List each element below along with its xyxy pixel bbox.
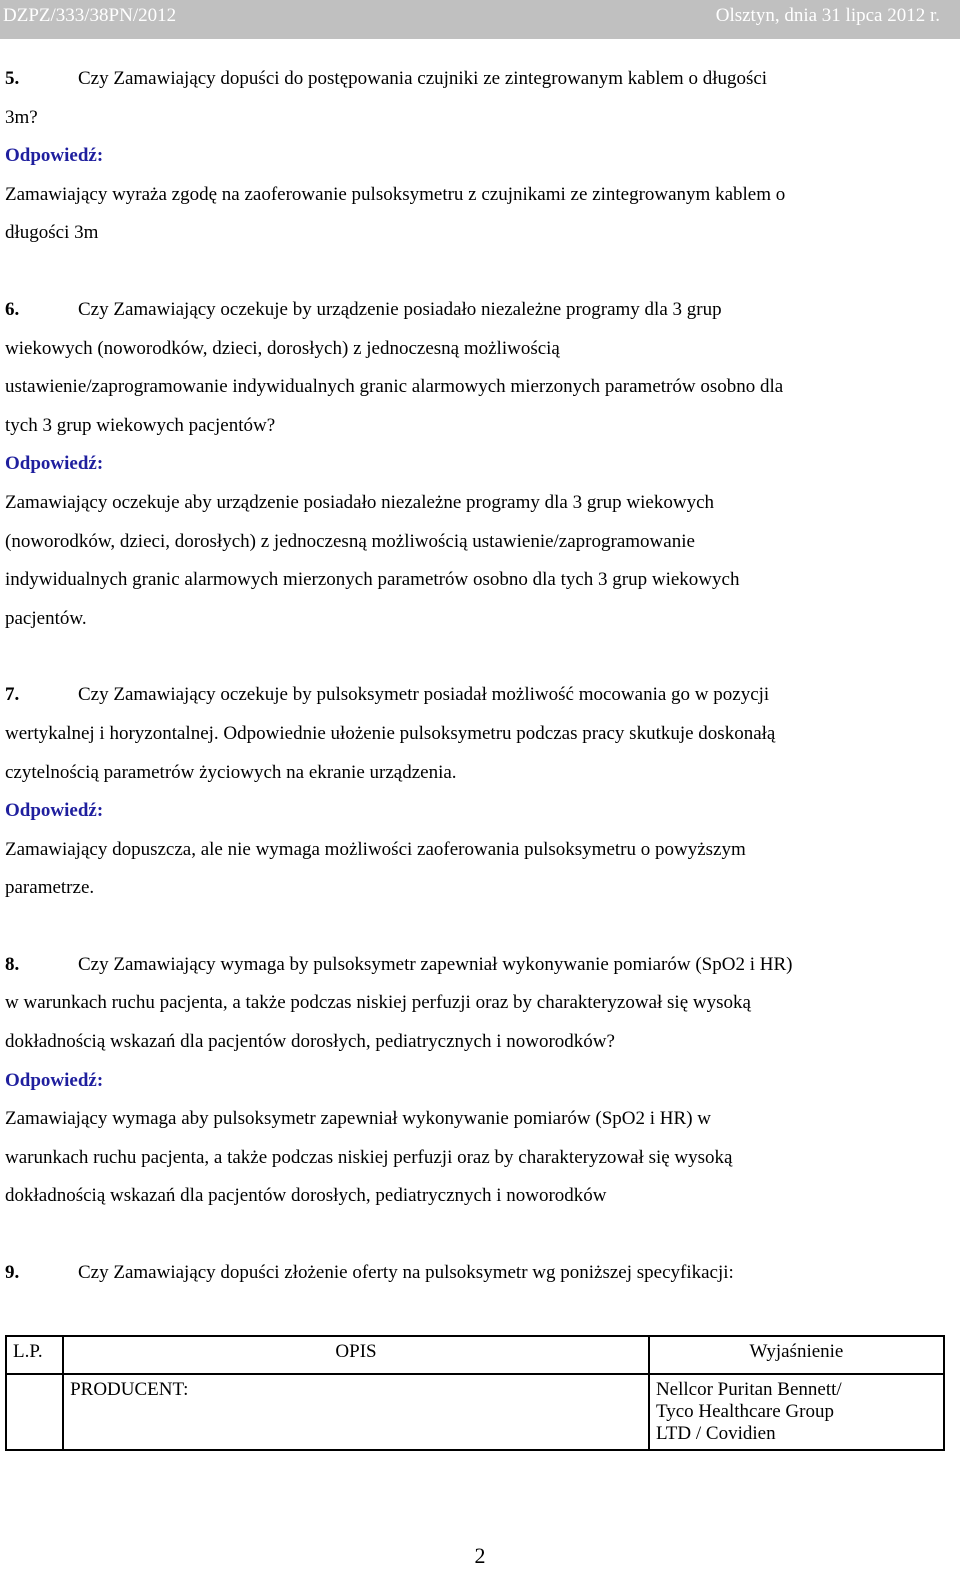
question-number: 7. [5, 684, 20, 706]
answer-label: Odpowiedź: [5, 453, 104, 475]
question-text: 3m? [5, 106, 38, 128]
header-lp: L.P. [6, 1336, 63, 1374]
question-text: wertykalnej i horyzontalnej. Odpowiednie ułożenie pulsoksymetru podczas pracy skutkuje doskonałą [5, 722, 776, 744]
answer-label: Odpowiedź: [5, 145, 104, 167]
question-line [5, 368, 945, 407]
answer-line: Zamawiający wyraża zgodę na zaoferowanie pulsoksymetru z czujnikami ze zintegrowanym kablem o [5, 183, 786, 205]
cell-line: Tyco Healthcare Group [655, 1401, 834, 1422]
question-text: tych 3 grup wiekowych pacjentów? [5, 414, 276, 436]
question-section [5, 291, 945, 638]
question-line [5, 291, 945, 330]
answer-line: Zamawiający oczekuje aby urządzenie posiadało niezależne programy dla 3 grup wiekowych [5, 491, 715, 513]
question-text: czytelnością parametrów życiowych na ekranie urządzenia. [5, 761, 457, 783]
answer-label: Odpowiedź: [5, 1069, 104, 1091]
question-section [5, 60, 945, 253]
question-text: ustawienie/zaprogramowanie indywidualnych granic alarmowych mierzonych parametrów osobno dla [5, 376, 784, 398]
question-text: Czy Zamawiający oczekuje by pulsoksymetr posiadał możliwość mocowania go w pozycji [78, 684, 770, 706]
question-number: 5. [5, 68, 20, 89]
answer-label: Odpowiedź: [5, 800, 104, 822]
header-wyjasnienie: Wyjaśnienie [649, 1336, 944, 1374]
question-text: Czy Zamawiający dopuści do postępowania czujniki ze zintegrowanym kablem o długości [78, 68, 768, 89]
question-section [5, 676, 945, 908]
question-text: wiekowych (noworodków, dzieci, dorosłych) z jednoczesną możliwością [5, 337, 560, 359]
question-line [5, 946, 945, 985]
answer-line: indywidualnych granic alarmowych mierzonych parametrów osobno dla tych 3 grup wiekowych [5, 569, 740, 591]
cell-line: Nellcor Puritan Bennett/ [655, 1379, 842, 1400]
question-number: 6. [5, 298, 20, 320]
cell-line: LTD / Covidien [655, 1423, 776, 1444]
question-line [5, 330, 945, 369]
answer-line: warunkach ruchu pacjenta, a także podczas niskiej perfuzji oraz by charakteryzował się wysoką [5, 1146, 733, 1168]
cell-opis: PRODUCENT: [63, 1374, 649, 1450]
header-opis: OPIS [63, 1336, 649, 1374]
question-text: Czy Zamawiający wymaga by pulsoksymetr zapewniał wykonywanie pomiarów (SpO2 i HR) [78, 953, 793, 975]
question-number: 9. [5, 1262, 20, 1284]
cell-lp [6, 1374, 63, 1450]
cell-wyjasnienie [649, 1374, 944, 1450]
table-row [6, 1374, 944, 1450]
page-number: 2 [474, 1543, 486, 1568]
question-text: dokładnością wskazań dla pacjentów dorosłych, pediatrycznych i noworodków? [5, 1031, 615, 1053]
page-header [0, 0, 960, 39]
answer-line: Zamawiający dopuszcza, ale nie wymaga możliwości zaoferowania pulsoksymetru o powyższym [5, 838, 746, 860]
question-line [5, 984, 945, 1023]
answer-line: parametrze. [5, 877, 95, 899]
table-header-row [6, 1336, 944, 1374]
answer-line: pacjentów. [5, 607, 87, 629]
document-reference: DZPZ/333/38PN/2012 [3, 5, 177, 26]
question-text: Czy Zamawiający dopuści złożenie oferty na pulsoksymetr wg poniższej specyfikacji: [78, 1262, 734, 1284]
specification-table [5, 1335, 945, 1451]
question-line [5, 99, 945, 138]
answer-line: dokładnością wskazań dla pacjentów dorosłych, pediatrycznych i noworodków [5, 1185, 607, 1207]
question-line [5, 60, 945, 99]
answer-line: długości 3m [5, 222, 99, 244]
question-line [5, 1254, 945, 1293]
question-section [5, 946, 945, 1216]
document-date: Olsztyn, dnia 31 lipca 2012 r. [715, 5, 940, 26]
question-line [5, 1023, 945, 1062]
question-number: 8. [5, 953, 20, 975]
question-line [5, 676, 945, 715]
question-line [5, 407, 945, 446]
question-section [5, 1254, 945, 1293]
question-line [5, 754, 945, 793]
answer-line: (noworodków, dzieci, dorosłych) z jednoczesną możliwością ustawienie/zaprogramowanie [5, 530, 695, 552]
question-line [5, 715, 945, 754]
answer-line: Zamawiający wymaga aby pulsoksymetr zapewniał wykonywanie pomiarów (SpO2 i HR) w [5, 1108, 711, 1130]
document-body [5, 60, 945, 1331]
question-text: w warunkach ruchu pacjenta, a także podczas niskiej perfuzji oraz by charakteryzował się wysoką [5, 992, 751, 1014]
question-text: Czy Zamawiający oczekuje by urządzenie posiadało niezależne programy dla 3 grup [78, 298, 722, 320]
